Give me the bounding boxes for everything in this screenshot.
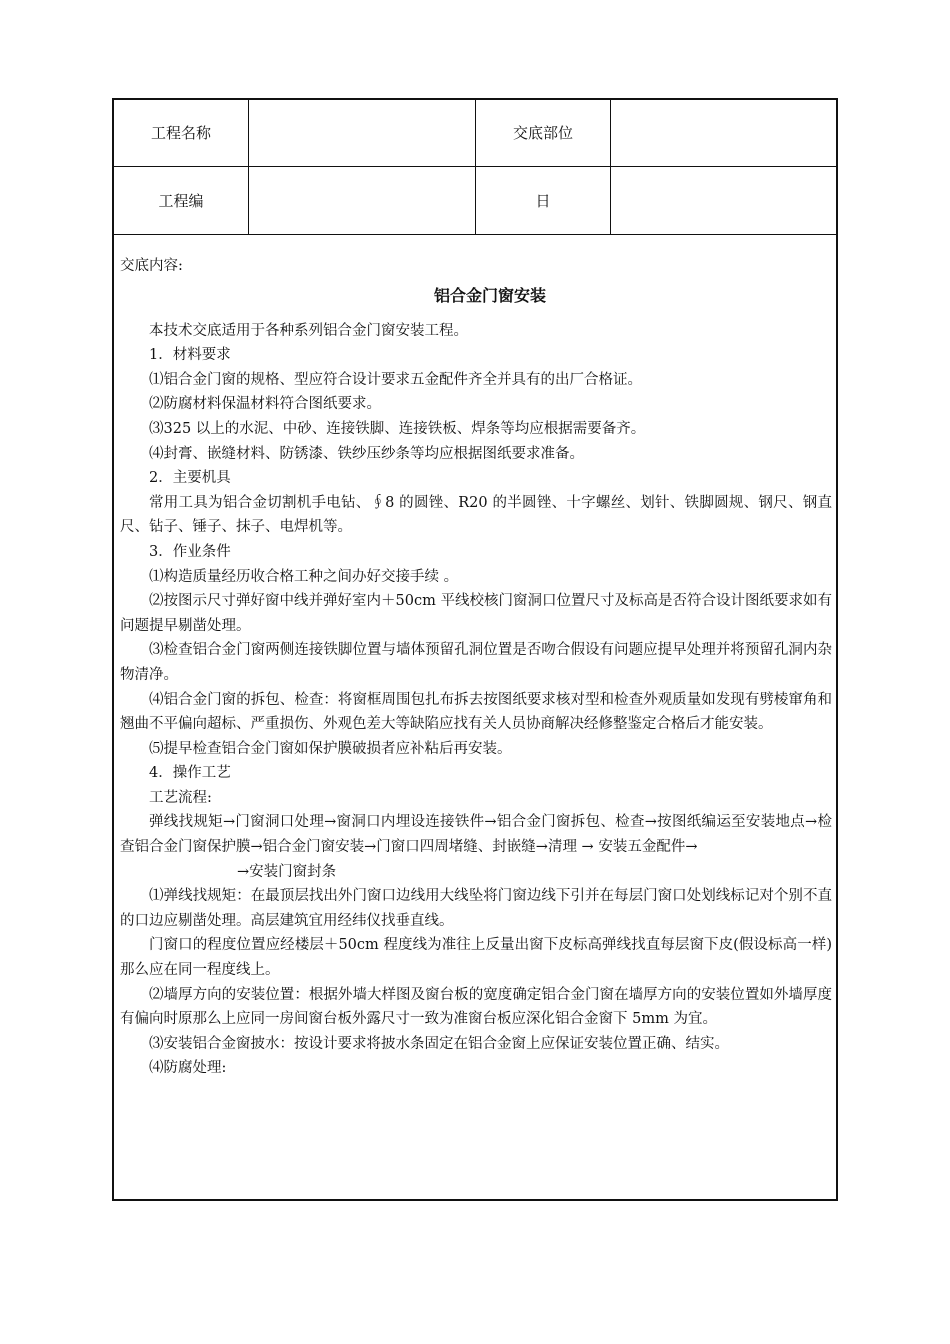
process-flow-continued: →安装门窗封条 xyxy=(237,863,337,880)
paragraph: 门窗口的程度位置应经楼层＋50cm 程度线为准往上反量出窗下皮标高弹线找直每层窗下皮(假设标高一样)那么应在同一程度线上。 xyxy=(120,937,832,979)
disclosure-content xyxy=(120,254,832,1081)
col-divider xyxy=(610,100,611,234)
paragraph: 常用工具为铝合金切割机手电钻、∮8 的圆锉、R20 的半圆锉、十字螺丝、划针、铁脚圆规、钢尺、钢直尺、钻子、锤子、抹子、电焊机等。 xyxy=(120,494,832,536)
section-heading: 2．主要机具 xyxy=(149,470,231,487)
paragraph: ⑵墙厚方向的安装位置：根据外墙大样图及窗台板的宽度确定铝合金门窗在墙厚方向的安装位置如外墙厚度有偏向时原那么上应同一房间窗台板外露尺寸一致为准窗台板应深化铝合金窗下 5mm 为宜。 xyxy=(120,986,832,1028)
date-label: 日 xyxy=(535,192,551,210)
document-title: 铝合金门窗安装 xyxy=(433,285,546,305)
paragraph: ⑴弹线找规矩：在最顶层找出外门窗口边线用大线坠将门窗边线下引并在每层门窗口处划线标记对个别不直的口边应剔凿处理。高层建筑宜用经纬仪找垂直线。 xyxy=(120,888,832,929)
paragraph: 工艺流程: xyxy=(149,789,212,806)
paragraph: ⑴铝合金门窗的规格、型应符合设计要求五金配件齐全并具有的出厂合格证。 xyxy=(149,371,642,388)
paragraph: ⑶安装铝合金窗披水：按设计要求将披水条固定在铝合金窗上应保证安装位置正确、结实。 xyxy=(149,1035,729,1052)
project-name-label: 工程名称 xyxy=(150,124,211,142)
paragraph: 本技术交底适用于各种系列铝合金门窗安装工程。 xyxy=(149,322,468,339)
paragraph: ⑶检查铝合金门窗两侧连接铁脚位置与墙体预留孔洞位置是否吻合假设有问题应提早处理并将预留孔洞内杂物清净。 xyxy=(120,642,832,683)
process-flow: 弹线找规矩→门窗洞口处理→窗洞口内埋设连接铁件→铝合金门窗拆包、检查→按图纸编运至安装地点→检查铝合金门窗保护膜→铝合金门窗安装→门窗口四周堵缝、封嵌缝→清理 → 安装五金配件→ xyxy=(120,814,832,856)
paragraph: ⑴构造质量经历收合格工种之间办好交接手续 。 xyxy=(149,568,459,585)
paragraph: ⑵防腐材料保温材料符合图纸要求。 xyxy=(149,396,381,413)
paragraph: ⑷铝合金门窗的拆包、检查：将窗框周围包扎布拆去按图纸要求核对型和检查外观质量如发现有劈棱窜角和翘曲不平偏向超标、严重损伤、外观色差大等缺陷应找有关人员协商解决经修整鉴定合格后才能安装。 xyxy=(120,691,832,733)
paragraph: ⑸提早检查铝合金门窗如保护膜破损者应补粘后再安装。 xyxy=(149,740,512,757)
paragraph: ⑷防腐处理: xyxy=(149,1060,227,1077)
paragraph: ⑵按图示尺寸弹好窗中线并弹好室内＋50cm 平线校核门窗洞口位置尺寸及标高是否符合设计图纸要求如有问题提早剔凿处理。 xyxy=(120,593,832,634)
row-divider xyxy=(114,234,836,235)
paragraph: ⑶325 以上的水泥、中砂、连接铁脚、连接铁板、焊条等均应根据需要备齐。 xyxy=(149,420,646,437)
section-heading: 1．材料要求 xyxy=(149,347,231,364)
section-heading: 4．操作工艺 xyxy=(149,765,231,782)
content-label: 交底内容: xyxy=(120,258,183,274)
paragraph: ⑷封膏、嵌缝材料、防锈漆、铁纱压纱条等均应根据图纸要求准备。 xyxy=(149,445,584,462)
project-code-label: 工程编 xyxy=(158,192,204,210)
disclosure-part-label: 交底部位 xyxy=(512,124,573,142)
col-divider xyxy=(248,100,249,234)
col-divider xyxy=(475,100,476,234)
section-heading: 3．作业条件 xyxy=(149,543,231,560)
